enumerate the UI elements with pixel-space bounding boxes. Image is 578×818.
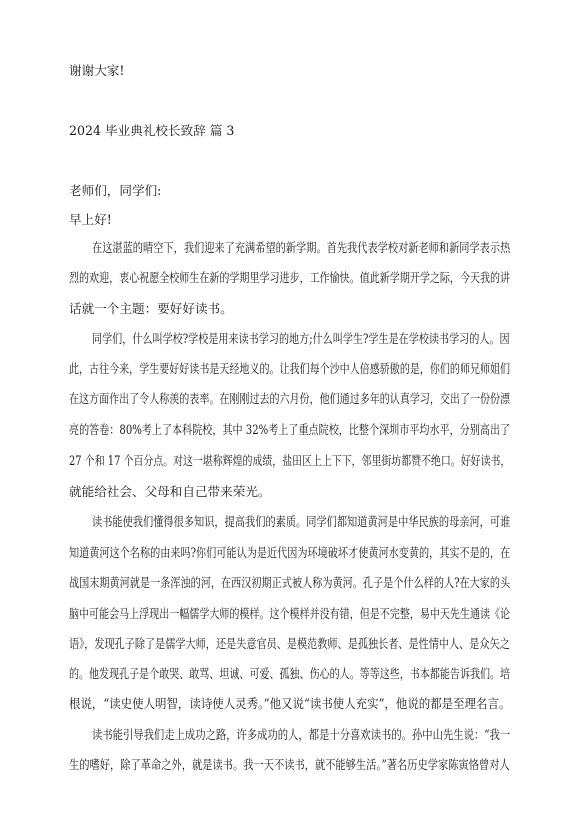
paragraph-line: 读书能引导我们走上成功之路，许多成功的人，都是十分喜欢读书的。孙中山先生说：“我一 bbox=[92, 727, 511, 742]
paragraph-line: 此，古往今来，学生要好好读书是天经地义的。让我们每个沙中人倍感骄傲的是，你们的师兄师姐们 bbox=[69, 361, 511, 376]
paragraph-line: 战国末期黄河就是一条浑浊的河，在西汉初期正式被人称为黄河。孔子是个什么样的人?在大家的头 bbox=[69, 575, 511, 590]
paragraph-line: 根说，“读史使人明智，读诗使人灵秀。”他又说“读书使人充实”，他说的都是至理名言。 bbox=[69, 696, 511, 711]
paragraph-line: 的。他发现孔子是个敢哭、敢骂、坦诚、可爱、孤独、伤心的人。等等这些，书本都能告诉我们。培 bbox=[69, 666, 511, 681]
paragraph-line: 知道黄河这个名称的由来吗?你们可能认为是近代因为环境破坏才使黄河水变黄的，其实不是的，在 bbox=[69, 545, 511, 560]
paragraph-line: 同学们，什么叫学校?学校是用来读书学习的地方;什么叫学生?学生是在学校读书学习的人。因 bbox=[92, 331, 510, 346]
paragraph-line: 脑中可能会马上浮现出一幅儒学大师的模样。这个模样并没有错，但是不完整，易中天先生通读《论 bbox=[69, 606, 511, 621]
greeting: 早上好! bbox=[69, 212, 112, 227]
salutation: 老师们，同学们: bbox=[69, 183, 162, 198]
paragraph-line: 27 个和 17 个百分点。对这一堪称辉煌的成绩，盐田区上上下下，邻里街坊都赞不绝口。好好读书， bbox=[69, 453, 511, 468]
paragraph-line: 读书能使我们懂得很多知识，提高我们的素质。同学们都知道黄河是中华民族的母亲河，可谁 bbox=[92, 514, 511, 529]
paragraph-line: 语》，发现孔子除了是儒学大师，还是失意官员、是模范教师、是孤独长者、是性情中人、是众矢之 bbox=[69, 636, 510, 651]
paragraph-line: 在这湛蓝的晴空下，我们迎来了充满希望的新学期。首先我代表学校对新老师和新同学表示热 bbox=[92, 240, 511, 255]
section-title: 2024 毕业典礼校长致辞 篇 3 bbox=[69, 123, 235, 138]
paragraph-line: 就能给社会、父母和自己带来荣光。 bbox=[69, 484, 271, 499]
paragraph-line: 烈的欢迎，衷心祝愿全校师生在新的学期里学习进步，工作愉快。值此新学期开学之际，今天我的讲 bbox=[69, 270, 511, 285]
paragraph-line: 生的嗜好，除了革命之外，就是读书。我一天不读书，就不能够生活。”著名历史学家陈寅恪曾对人 bbox=[69, 757, 510, 772]
closing-line: 谢谢大家! bbox=[69, 63, 125, 78]
paragraph-line: 话就一个主题：要好好读书。 bbox=[69, 301, 233, 316]
paragraph-line: 亮的答卷：80%考上了本科院校，其中 32%考上了重点院校，比整个深圳市平均水平，分别高出了 bbox=[69, 422, 511, 437]
paragraph-line: 在这方面作出了令人称羡的表率。在刚刚过去的六月份，他们通过多年的认真学习，交出了一份份漂 bbox=[69, 391, 511, 406]
